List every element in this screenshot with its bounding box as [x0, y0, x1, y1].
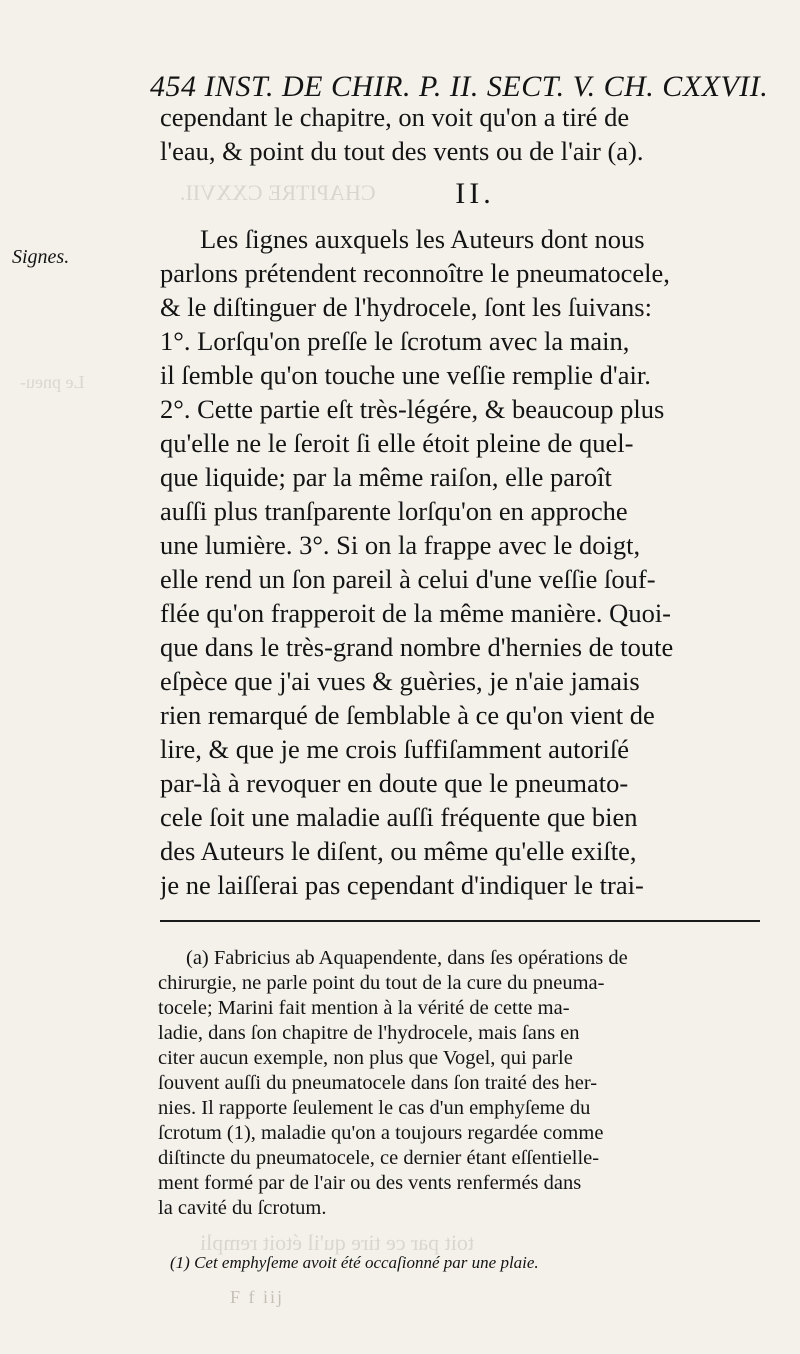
footnote-line: tocele; Marini fait mention à la vérité de cette ma- [158, 997, 570, 1019]
footnote-line: citer aucun exemple, non plus que Vogel, qui parle [158, 1047, 573, 1069]
text-line: que dans le très-grand nombre d'hernies de toute [160, 632, 674, 662]
text-line: auſſi plus tranſparente lorſqu'on en approche [160, 496, 628, 526]
signature-mark: F f iij [230, 1287, 285, 1307]
text-line: qu'elle ne le ſeroit ſi elle étoit pleine de quel- [160, 428, 634, 458]
footnote-line: nies. Il rapporte ſeulement le cas d'un emphyſeme du [158, 1097, 591, 1119]
text-line: je ne laiſſerai pas cependant d'indiquer le trai- [160, 870, 644, 900]
text-line: eſpèce que j'ai vues & guèries, je n'aie jamais [160, 666, 640, 696]
text-line: 1°. Lorſqu'on preſſe le ſcrotum avec la main, [160, 326, 630, 356]
footnote-line: ladie, dans ſon chapitre de l'hydrocele, mais ſans en [158, 1022, 580, 1044]
footnote-line: la cavité du ſcrotum. [158, 1197, 327, 1219]
text-line: flée qu'on frapperoit de la même manière. Quoi- [160, 598, 672, 628]
footnote-line: (a) Fabricius ab Aquapendente, dans ſes opérations de [186, 947, 628, 969]
footnote-a [158, 946, 773, 1221]
text-line: lire, & que je me crois ſuffiſamment autoriſé [160, 734, 630, 764]
text-line: Les ſignes auxquels les Auteurs dont nous [200, 224, 645, 254]
text-line: l'eau, & point du tout des vents ou de l'air (a). [160, 136, 644, 166]
text-line: rien remarqué de ſemblable à ce qu'on vient de [160, 700, 655, 730]
text-line: & le diſtinguer de l'hydrocele, ſont les ſuivans: [160, 292, 652, 322]
running-header: 454 INST. DE CHIR. P. II. SECT. V. CH. CXXVII. [150, 70, 769, 103]
show-through-bottom: toit par ce tire qu'il étoit rempli [200, 1230, 474, 1255]
text-line: parlons prétendent reconnoître le pneumatocele, [160, 258, 670, 288]
main-text [160, 100, 790, 902]
marginal-note: Signes. [12, 246, 70, 268]
show-through-margin: Le pneu- [20, 372, 85, 392]
text-line: cependant le chapitre, on voit qu'on a tiré de [160, 102, 630, 132]
text-line: il ſemble qu'on touche une veſſie remplie d'air. [160, 360, 651, 390]
footnote-1: (1) Cet emphyſeme avoit été occaſionné par une plaie. [170, 1253, 539, 1272]
footnote-line: ſouvent auſſi du pneumatocele dans ſon traité des her- [158, 1072, 598, 1094]
footnote-line: ment formé par de l'air ou des vents renfermés dans [158, 1172, 582, 1194]
text-line: des Auteurs le diſent, ou même qu'elle exiſte, [160, 836, 637, 866]
text-line: 2°. Cette partie eſt très-légére, & beaucoup plus [160, 394, 665, 424]
show-through-text: CHAPITRE CXXVII. [180, 180, 376, 205]
section-heading: II. [455, 177, 495, 210]
footnote-line: chirurgie, ne parle point du tout de la cure du pneuma- [158, 972, 605, 994]
footnote-rule [160, 920, 760, 922]
footnote-line: ſcrotum (1), maladie qu'on a toujours regardée comme [158, 1122, 604, 1144]
text-line: une lumière. 3°. Si on la frappe avec le doigt, [160, 530, 641, 560]
text-line: que liquide; par la même raiſon, elle paroît [160, 462, 612, 492]
text-line: par-là à revoquer en doute que le pneumato- [160, 768, 629, 798]
text-line: elle rend un ſon pareil à celui d'une veſſie ſouf- [160, 564, 656, 594]
footnote-line: diſtincte du pneumatocele, ce dernier étant eſſentielle- [158, 1147, 600, 1169]
text-line: cele ſoit une maladie auſſi fréquente que bien [160, 802, 638, 832]
